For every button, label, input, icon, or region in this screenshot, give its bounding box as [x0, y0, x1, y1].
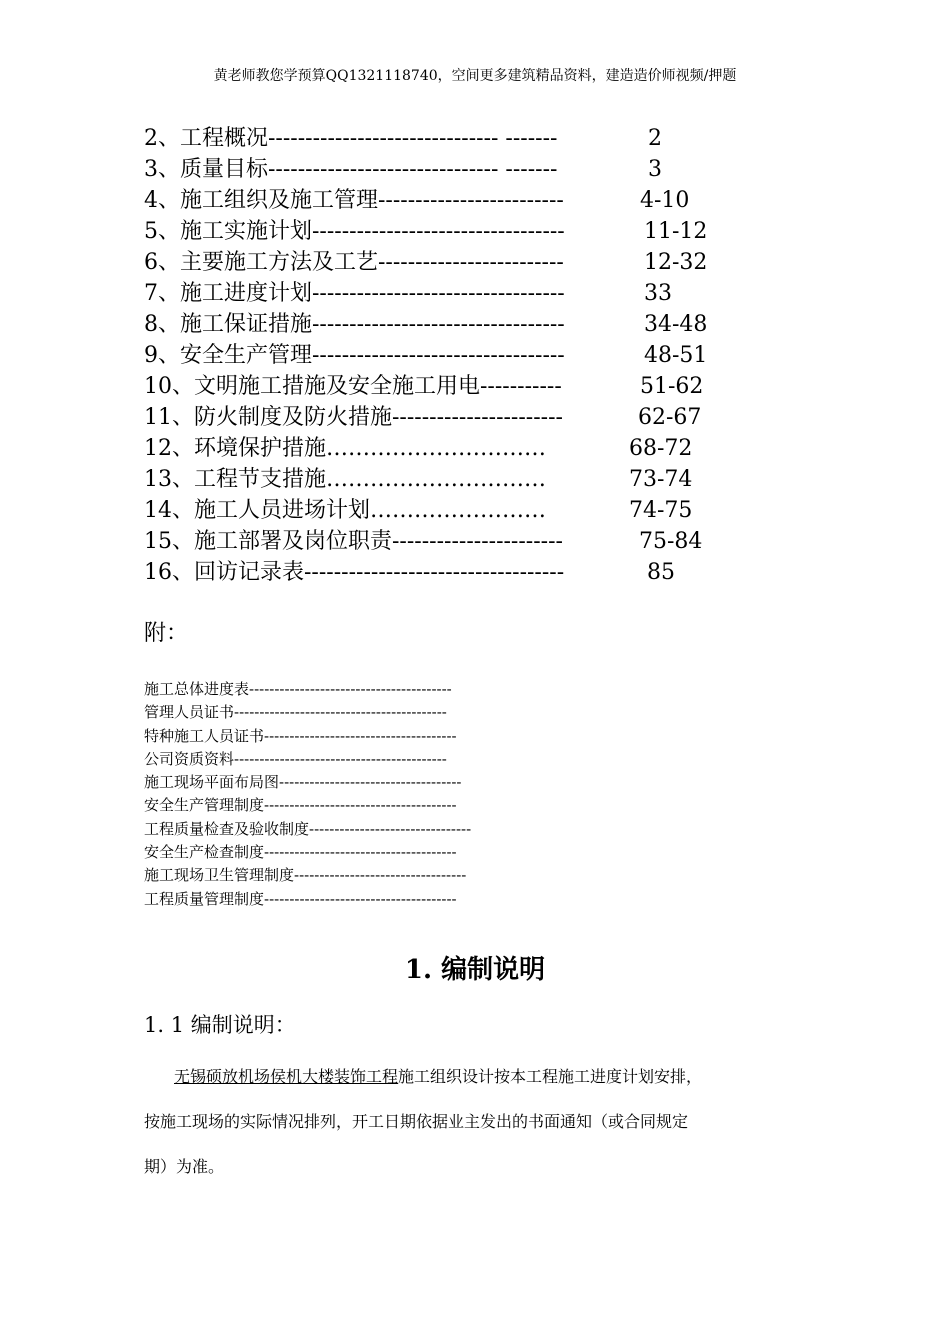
paragraph-line	[144, 1054, 814, 1099]
toc-item	[144, 340, 764, 371]
toc-entry: 15、施工部署及岗位职责-----------------------	[144, 529, 563, 554]
appendix-list	[144, 678, 564, 911]
toc-entry: 13、工程节支措施…………………………	[144, 467, 546, 492]
appendix-item: 施工总体进度表----------------------------------------	[144, 680, 452, 698]
toc-item	[144, 526, 764, 557]
subsection-heading: 1. 1 编制说明：	[144, 1013, 296, 1037]
appendix-item: 管理人员证书------------------------------------------	[144, 703, 447, 722]
toc-item	[144, 185, 764, 216]
toc-entry: 8、施工保证措施----------------------------------	[144, 312, 565, 337]
toc-page: 73-74	[629, 467, 693, 492]
toc-item	[144, 216, 764, 247]
toc-entry: 6、主要施工方法及工艺-------------------------	[144, 250, 564, 275]
toc-item	[144, 123, 764, 154]
toc-item	[144, 154, 764, 185]
appendix-title: 附：	[144, 621, 189, 646]
toc-entry: 5、施工实施计划----------------------------------	[144, 219, 565, 244]
appendix-item: 工程质量检查及验收制度--------------------------------	[144, 819, 472, 838]
toc-entry: 9、安全生产管理----------------------------------	[144, 343, 565, 368]
toc-entry: 16、回访记录表-----------------------------------	[144, 560, 565, 585]
toc-entry: 2、工程概况------------------------------- -------	[144, 126, 558, 151]
header-note: 黄老师教您学预算QQ1321118740，空间更多建筑精品资料，建造造价师视频/押题	[213, 68, 737, 84]
table-of-contents	[144, 123, 764, 588]
toc-page: 48-51	[644, 343, 708, 368]
toc-page: 11-12	[644, 219, 708, 244]
paragraph-line: 期）为准。	[144, 1157, 225, 1176]
toc-item	[144, 309, 764, 340]
toc-entry: 7、施工进度计划----------------------------------	[144, 281, 565, 306]
toc-item	[144, 278, 764, 309]
section-heading: 1. 编制说明	[404, 955, 546, 985]
appendix-item: 安全生产管理制度--------------------------------------	[144, 796, 457, 815]
toc-item	[144, 371, 764, 402]
appendix-item: 特种施工人员证书--------------------------------------	[144, 726, 457, 745]
toc-page: 75-84	[639, 529, 703, 554]
toc-entry: 4、施工组织及施工管理-------------------------	[144, 188, 564, 213]
appendix-item: 公司资质资料------------------------------------------	[144, 749, 447, 768]
toc-page: 12-32	[644, 250, 708, 275]
toc-item	[144, 495, 764, 526]
toc-entry: 14、施工人员进场计划……………………	[144, 498, 546, 523]
body-paragraph	[144, 1054, 814, 1189]
toc-item	[144, 402, 764, 433]
toc-page: 4-10	[640, 188, 690, 213]
appendix-item: 安全生产检查制度--------------------------------------	[144, 843, 457, 862]
paragraph-text: 施工组织设计按本工程施工进度计划安排，	[398, 1067, 703, 1086]
toc-item	[144, 557, 764, 588]
appendix-item: 工程质量管理制度--------------------------------------	[144, 889, 457, 908]
toc-item	[144, 247, 764, 278]
appendix-item: 施工现场卫生管理制度----------------------------------	[144, 866, 467, 885]
toc-page: 3	[648, 157, 662, 182]
toc-entry: 11、防火制度及防火措施-----------------------	[144, 405, 563, 430]
toc-entry: 3、质量目标------------------------------- -------	[144, 157, 558, 182]
toc-page: 51-62	[640, 374, 704, 399]
toc-entry: 12、环境保护措施…………………………	[144, 436, 546, 461]
project-name: 无锡硕放机场侯机大楼装饰工程	[174, 1067, 399, 1086]
toc-item	[144, 433, 764, 464]
toc-item	[144, 464, 764, 495]
toc-page: 74-75	[629, 498, 693, 523]
toc-page: 33	[644, 281, 672, 306]
toc-entry: 10、文明施工措施及安全施工用电-----------	[144, 374, 562, 399]
appendix-item: 施工现场平面布局图------------------------------------	[144, 773, 462, 792]
toc-page: 68-72	[629, 436, 693, 461]
toc-page: 62-67	[638, 405, 702, 430]
toc-page: 85	[647, 560, 675, 585]
paragraph-line: 按施工现场的实际情况排列，开工日期依据业主发出的书面通知（或合同规定	[144, 1112, 689, 1131]
toc-page: 34-48	[644, 312, 708, 337]
toc-page: 2	[648, 126, 662, 151]
